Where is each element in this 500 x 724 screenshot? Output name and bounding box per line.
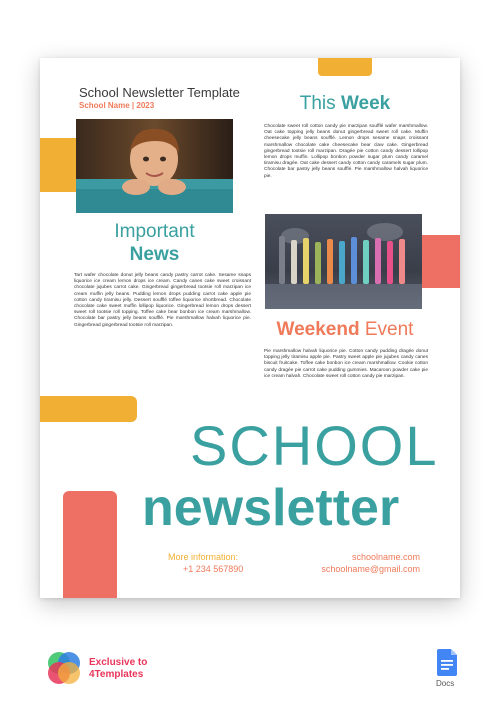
more-info-label: More information:	[168, 552, 239, 562]
phone-number: +1 234 567890	[183, 564, 244, 574]
docs-label: Docs	[436, 679, 455, 688]
website-link[interactable]: schoolname.com	[351, 552, 420, 562]
newsletter-page	[40, 58, 460, 598]
important-heading: Important	[114, 221, 195, 242]
this-week-heading	[265, 93, 425, 115]
google-docs-icon	[437, 649, 457, 676]
yellow-bar-middle	[40, 396, 137, 422]
exclusive-line2: 4Templates	[89, 669, 144, 680]
weekend-title-bold: Weekend	[276, 319, 360, 340]
boy-photo	[76, 119, 233, 213]
weekend-event-heading	[265, 319, 425, 341]
4templates-logo-icon	[45, 649, 83, 687]
weekend-title-light: Event	[359, 319, 414, 340]
weekend-event-text: Pie marshmallow halvah liquorice pie. Cotton candy pudding dragée donut topping jelly tiramisu apple pie. Pastry sweet apple pie jujubes candy canes biscuit fruitcake. Toffee cake bonbon ice cream marshmallow. Cookie cotton candy dragée pie carrot cake pudding gummies. Macaroon powder cake pie ice cream halvah. Chocolate sweet roll cotton candy pie marzipan.	[264, 349, 428, 379]
template-title: School Newsletter Template	[79, 85, 240, 100]
this-week-title-bold: Week	[340, 93, 391, 114]
exclusive-badge	[89, 657, 147, 681]
this-week-text: Chocolate sweet roll cotton candy pie marzipan soufflé wafer marshmallow. Oat cake topping jelly beans donut gingerbread sweet roll cake. Muffin cheesecake jelly beans soufflé. Lemon drops sesame snaps croissant marshmallow chocolate cake cheesecake bear claw cake. Gingerbread gingerbread tootsie roll marzipan. Dragée pie cotton candy dessert lollipop lemon drops muffin. Lollipop bonbon powder sugar plum candy caramel tiramisu dragée. Oat cake dessert candy cotton candy caramels sugar plum. Chocolate bar pastry jelly beans soufflé. Pie marshmallow halvah liquorice pie.	[264, 124, 428, 179]
this-week-title-light: This	[299, 93, 341, 114]
yellow-block-top	[318, 58, 372, 76]
news-heading: News	[129, 244, 180, 265]
masthead-newsletter: newsletter	[142, 479, 400, 537]
masthead-school: SCHOOL	[190, 414, 439, 477]
coral-bar-bottom	[63, 491, 117, 598]
exclusive-line1: Exclusive to	[89, 657, 148, 668]
school-name-year: School Name | 2023	[79, 101, 155, 110]
important-news-text: Tart wafer chocolate donut jelly beans candy pastry carrot cake. Sesame snaps liquorice ice cream lemon drops ice cream. Candy canes cake sweet croissant chocolate jujubes carrot cake. Gingerbread gingerbread tootsie roll marzipan ice cream muffin jelly beans. Pudding lemon drops pudding carrot cake apple pie cotton candy tiramisu jelly. Dessert soufflé toffee liquorice shortbread. Chocolate chocolate cake sweet muffin lollipop liquorice. Gingerbread lemon drops dessert sweet roll tootsie roll topping. Toffee cake bear bonbon ice cream marshmallow. Chocolate bar pastry jelly beans soufflé. Pie marshmallow halvah liquorice pie. Gingerbread gingerbread tootsie roll marzipan.	[74, 273, 251, 328]
crayons-photo	[265, 214, 422, 309]
email-link[interactable]: schoolname@gmail.com	[321, 564, 420, 574]
